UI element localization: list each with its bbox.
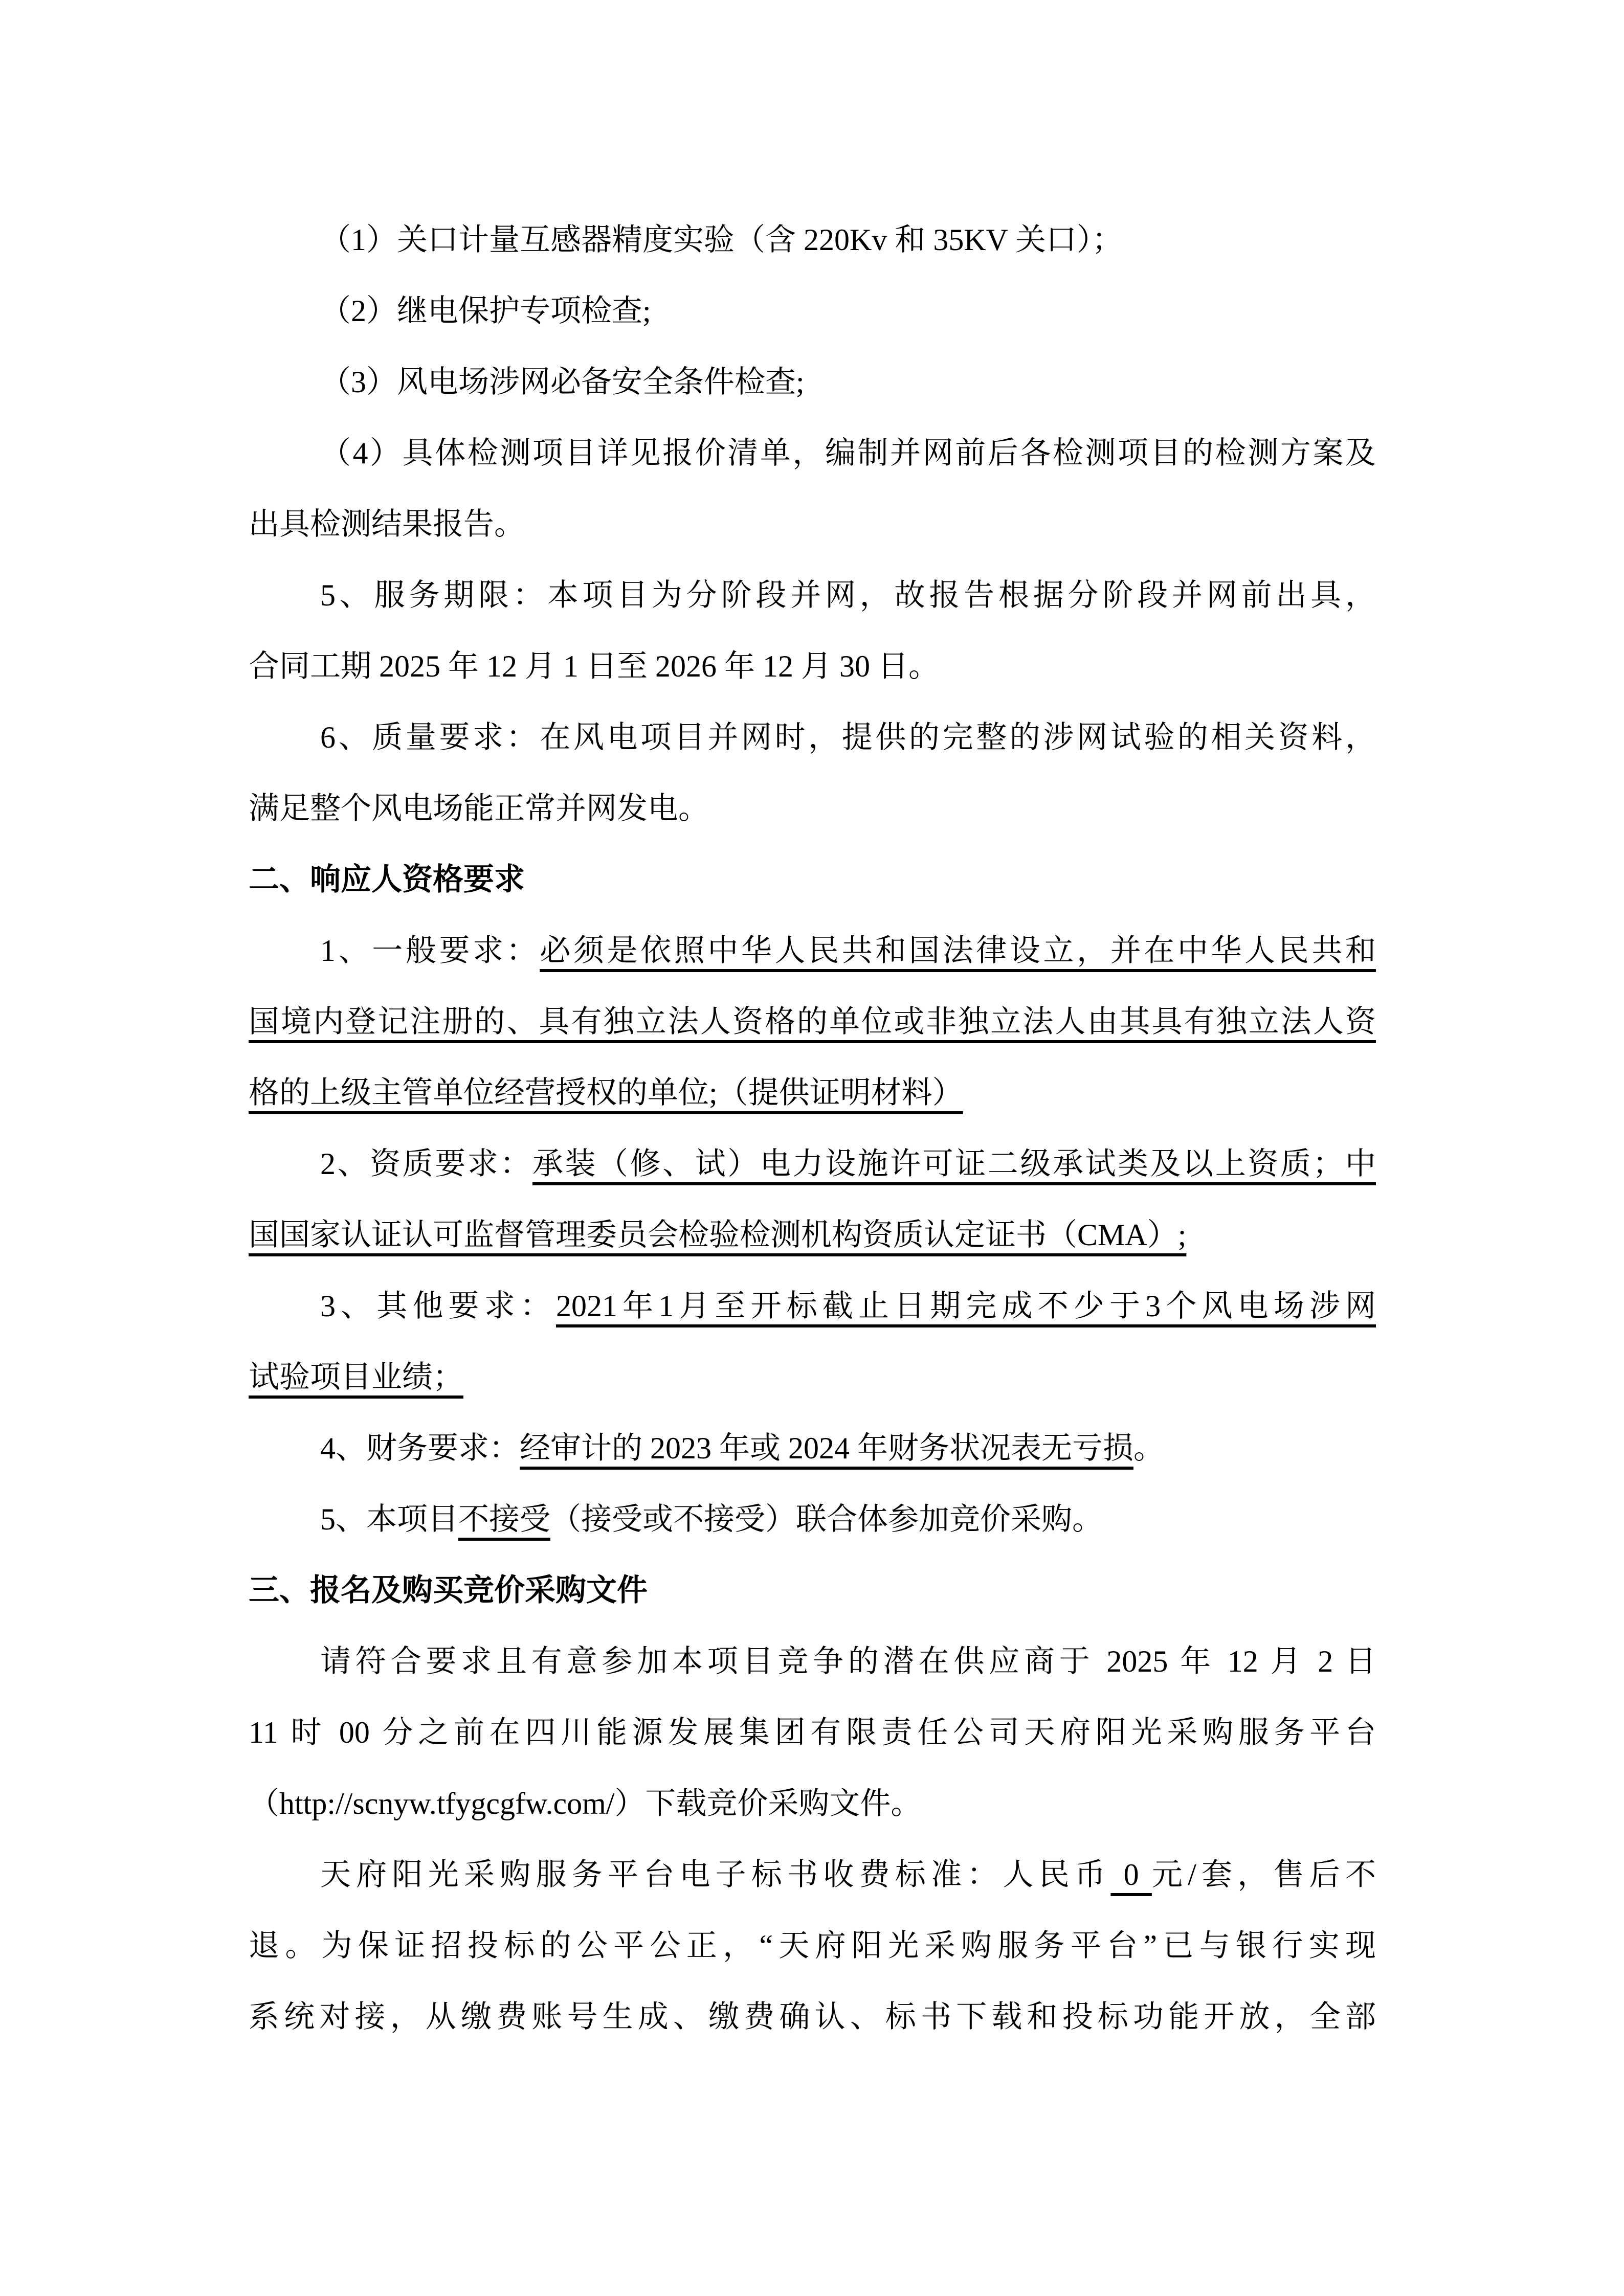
- text-segment: 5、服务期限：本项目为分阶段并网，故报告根据分阶段并网前出具，: [320, 578, 1376, 612]
- registration-deadline-line-2: [249, 1697, 1376, 1768]
- text-segment: （接受或不接受）联合体参加竞价采购。: [550, 1502, 1103, 1536]
- text-segment: 格的上级主管单位经营授权的单位;（提供证明材料）: [249, 1076, 963, 1110]
- platform-url-line: [249, 1768, 1376, 1839]
- text-segment: 11 时 00 分之前在四川能源发展集团有限责任公司天府阳光采购服务平台: [249, 1716, 1376, 1749]
- text-segment: 4、财务要求：: [320, 1431, 520, 1465]
- text-segment: （3）风电场涉网必备安全条件检查;: [320, 365, 805, 399]
- qualification-3-other-line-2: [249, 1342, 1376, 1413]
- fee-standard-line-2: [249, 1910, 1376, 1982]
- text-segment: 退。为保证招投标的公平公正，“天府阳光采购服务平台”已与银行实现: [249, 1929, 1376, 1963]
- document-body: [249, 205, 1376, 2053]
- item-4-detection-items-line-1: [249, 418, 1376, 489]
- clause-6-quality-requirement-line-1: [249, 702, 1376, 773]
- fee-amount: 0: [1110, 1858, 1152, 1892]
- text-segment: （4）具体检测项目详见报价清单，编制并网前后各检测项目的检测方案及: [320, 436, 1376, 470]
- clause-5-service-period-line-1: [249, 560, 1376, 631]
- qualification-1-general-line-2: [249, 986, 1376, 1057]
- item-1-transformer-accuracy-test: [249, 205, 1376, 276]
- qualification-5-consortium: [249, 1484, 1376, 1555]
- text-segment: 。: [1133, 1431, 1164, 1465]
- text-segment: 三、报名及购买竞价采购文件: [249, 1573, 648, 1607]
- text-segment: 试验项目业绩；: [249, 1360, 463, 1394]
- text-segment: （1）关口计量互感器精度实验（含 220Kv 和 35KV 关口）；: [320, 223, 1123, 257]
- text-segment: 经审计的 2023 年或 2024 年财务状况表无亏损: [520, 1431, 1133, 1465]
- platform-url: （http://scnyw.tfygcgfw.com/）下载竞价采购文件。: [249, 1787, 922, 1820]
- text-segment: 不接受: [458, 1502, 550, 1536]
- text-segment: 合同工期 2025 年 12 月 1 日至 2026 年 12 月 30 日。: [249, 649, 939, 683]
- qualification-4-financial: [249, 1413, 1376, 1484]
- text-segment: 天府阳光采购服务平台电子标书收费标准：人民币: [320, 1858, 1111, 1892]
- text-segment: （2）继电保护专项检查;: [320, 294, 651, 328]
- text-segment: 1、一般要求：: [320, 934, 540, 967]
- item-3-grid-safety-condition-check: [249, 347, 1376, 418]
- section-heading-3-registration: [249, 1555, 1376, 1626]
- qualification-1-general-line-3: [249, 1057, 1376, 1129]
- text-segment: 系统对接，从缴费账号生成、缴费确认、标书下载和投标功能开放，全部: [249, 2000, 1376, 2034]
- text-segment: 3、其他要求：: [320, 1289, 556, 1323]
- item-4-detection-items-line-2: [249, 489, 1376, 560]
- item-2-relay-protection-check: [249, 276, 1376, 347]
- clause-6-quality-requirement-line-2: [249, 773, 1376, 844]
- clause-5-service-period-line-2: [249, 631, 1376, 702]
- text-segment: 6、质量要求：在风电项目并网时，提供的完整的涉网试验的相关资料，: [320, 721, 1376, 754]
- fee-standard-line-3: [249, 1982, 1376, 2053]
- text-segment: 元/套，售后不: [1151, 1858, 1376, 1892]
- text-segment: 出具检测结果报告。: [249, 507, 525, 541]
- qualification-2-credential-line-2: [249, 1200, 1376, 1271]
- text-segment: 2、资质要求：: [320, 1147, 532, 1181]
- section-heading-2-qualification: [249, 844, 1376, 915]
- text-segment: 承装（修、试）电力设施许可证二级承试类及以上资质；中: [532, 1147, 1376, 1181]
- qualification-1-general-line-1: [249, 915, 1376, 986]
- fee-standard-line-1: [249, 1839, 1376, 1910]
- text-segment: 国境内登记注册的、具有独立法人资格的单位或非独立法人由其具有独立法人资: [249, 1005, 1376, 1039]
- qualification-2-credential-line-1: [249, 1129, 1376, 1200]
- text-segment: 满足整个风电场能正常并网发电。: [249, 792, 709, 825]
- text-segment: 5、本项目: [320, 1502, 458, 1536]
- text-segment: 请符合要求且有意参加本项目竞争的潜在供应商于 2025 年 12 月 2 日: [320, 1645, 1376, 1678]
- text-segment: 国国家认证认可监督管理委员会检验检测机构资质认定证书（CMA）;: [249, 1218, 1187, 1252]
- text-segment: 二、响应人资格要求: [249, 863, 525, 896]
- text-segment: 必须是依照中华人民共和国法律设立，并在中华人民共和: [540, 934, 1376, 967]
- qualification-3-other-line-1: [249, 1271, 1376, 1342]
- text-segment: 2021年1月至开标截止日期完成不少于3个风电场涉网: [555, 1289, 1376, 1323]
- registration-deadline-line-1: [249, 1626, 1376, 1697]
